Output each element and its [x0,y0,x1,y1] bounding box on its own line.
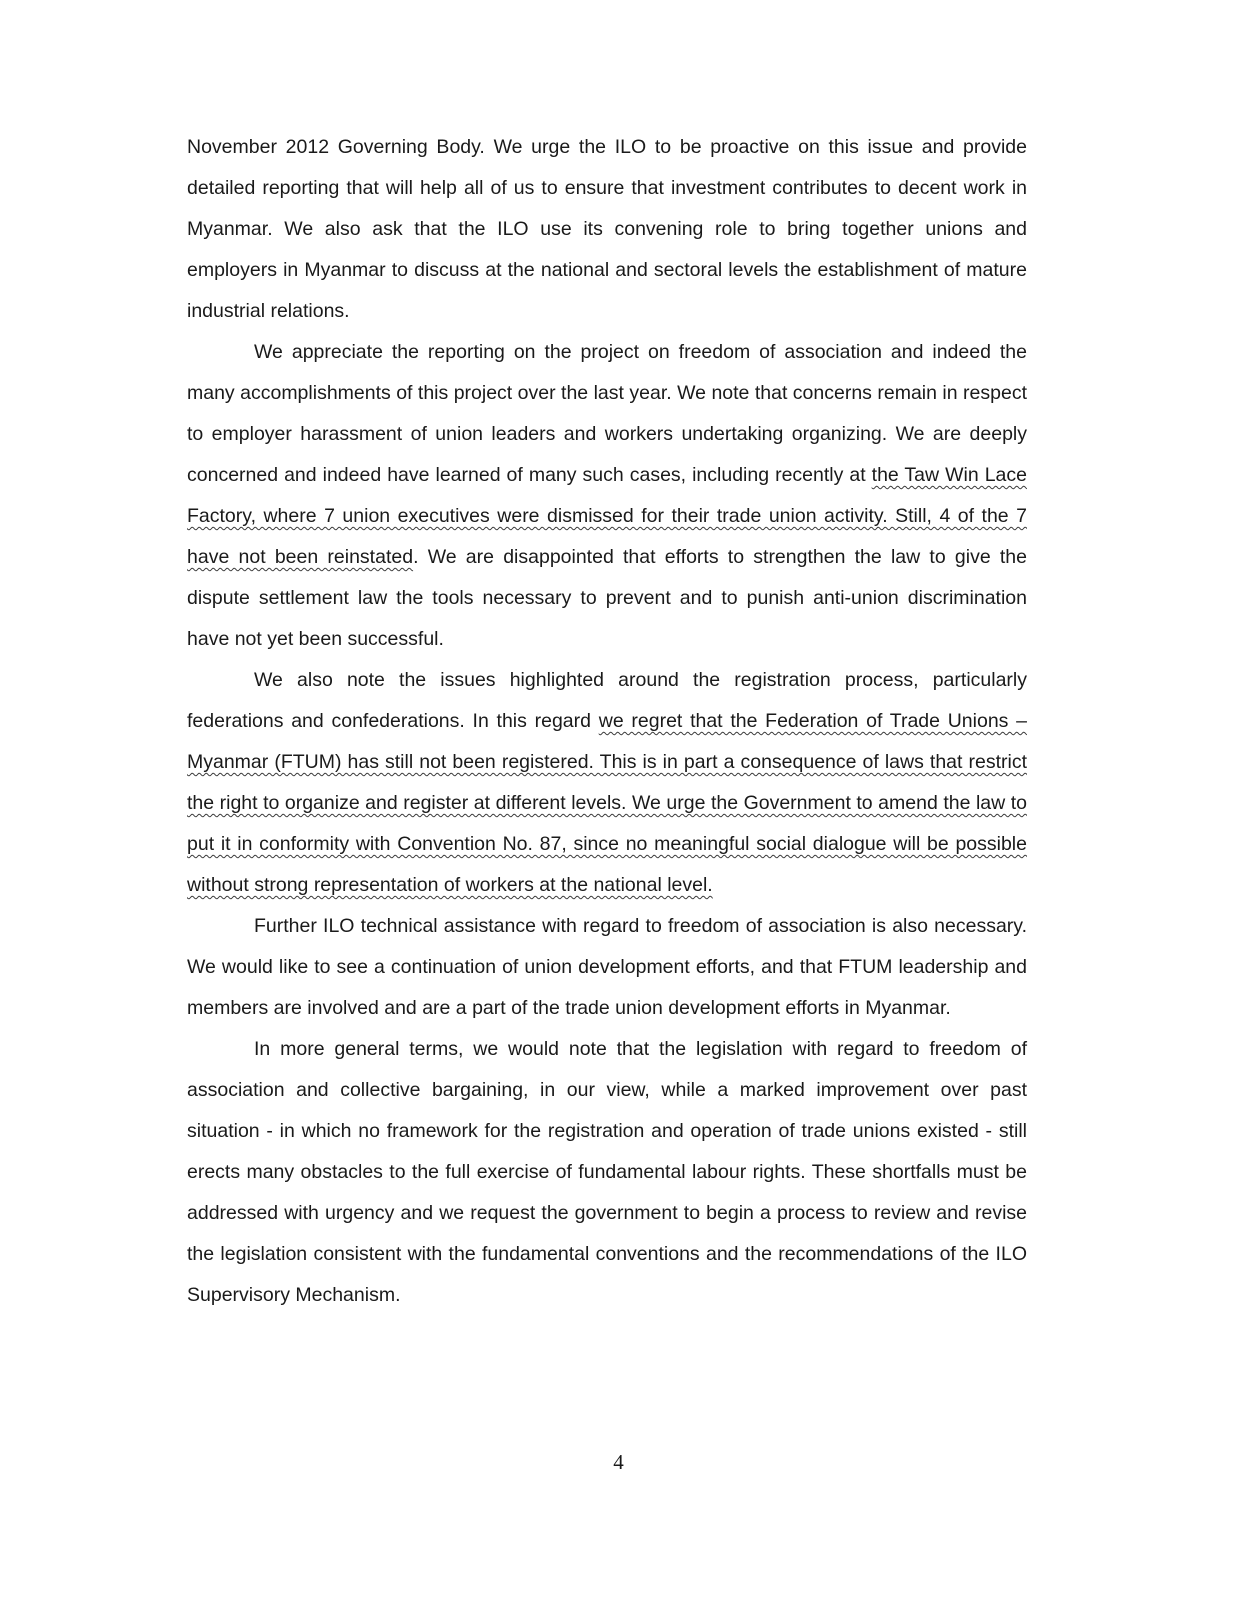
paragraph-text: November 2012 Governing Body. We urge the ILO to be proactive on this issue and provide detailed reporting that will help all of us to ensure that investment contributes to decent work in Myanmar. We also ask that the ILO use its convening role to bring together unions and employers in Myanmar to discuss at the national and sectoral levels the establishment of mature industrial relations. [187,136,1027,322]
paragraph-text: Further ILO technical assistance with regard to freedom of association is also necessary. We would like to see a continuation of union development efforts, and that FTUM leadership and members are involved and are a part of the trade union development efforts in Myanmar. [187,915,1027,1019]
paragraph-1 [187,127,1027,332]
paragraph-text: . We are disappointed that efforts to strengthen the law to give the dispute settlement law the tools necessary to prevent and to punish anti-union discrimination have not yet been successful. [187,546,1027,650]
paragraph-text: We also note the issues highlighted around the registration process, particularly federations and confederations. In this regard [187,669,1027,732]
paragraph-4 [187,906,1027,1029]
paragraph-2 [187,332,1027,660]
paragraph-text: We appreciate the reporting on the project on freedom of association and indeed the many accomplishments of this project over the last year. We note that concerns remain in respect to employer harassment of union leaders and workers undertaking organizing. We are deeply concerned and indeed have learned of many such cases, including recently at [187,341,1027,486]
paragraph-3 [187,660,1027,906]
underlined-text: the Taw Win Lace Factory, where 7 union executives were dismissed for their trade union activity. Still, 4 of the 7 have not been reinstated [187,464,1027,568]
body-text [187,127,1027,1316]
paragraph-5 [187,1029,1027,1316]
page-number: 4 [613,1450,624,1474]
underlined-text: we regret that the Federation of Trade Unions – Myanmar (FTUM) has still not been registered. This is in part a consequence of laws that restrict the right to organize and register at different levels. We urge the Government to amend the law to put it in conformity with Convention No. 87, since no meaningful social dialogue will be possible without strong representation of workers at the national level. [187,710,1027,896]
paragraph-text: In more general terms, we would note that the legislation with regard to freedom of association and collective bargaining, in our view, while a marked improvement over past situation - in which no framework for the registration and operation of trade unions existed - still erects many obstacles to the full exercise of fundamental labour rights. These shortfalls must be addressed with urgency and we request the government to begin a process to review and revise the legislation consistent with the fundamental conventions and the recommendations of the ILO Supervisory Mechanism. [187,1038,1027,1306]
